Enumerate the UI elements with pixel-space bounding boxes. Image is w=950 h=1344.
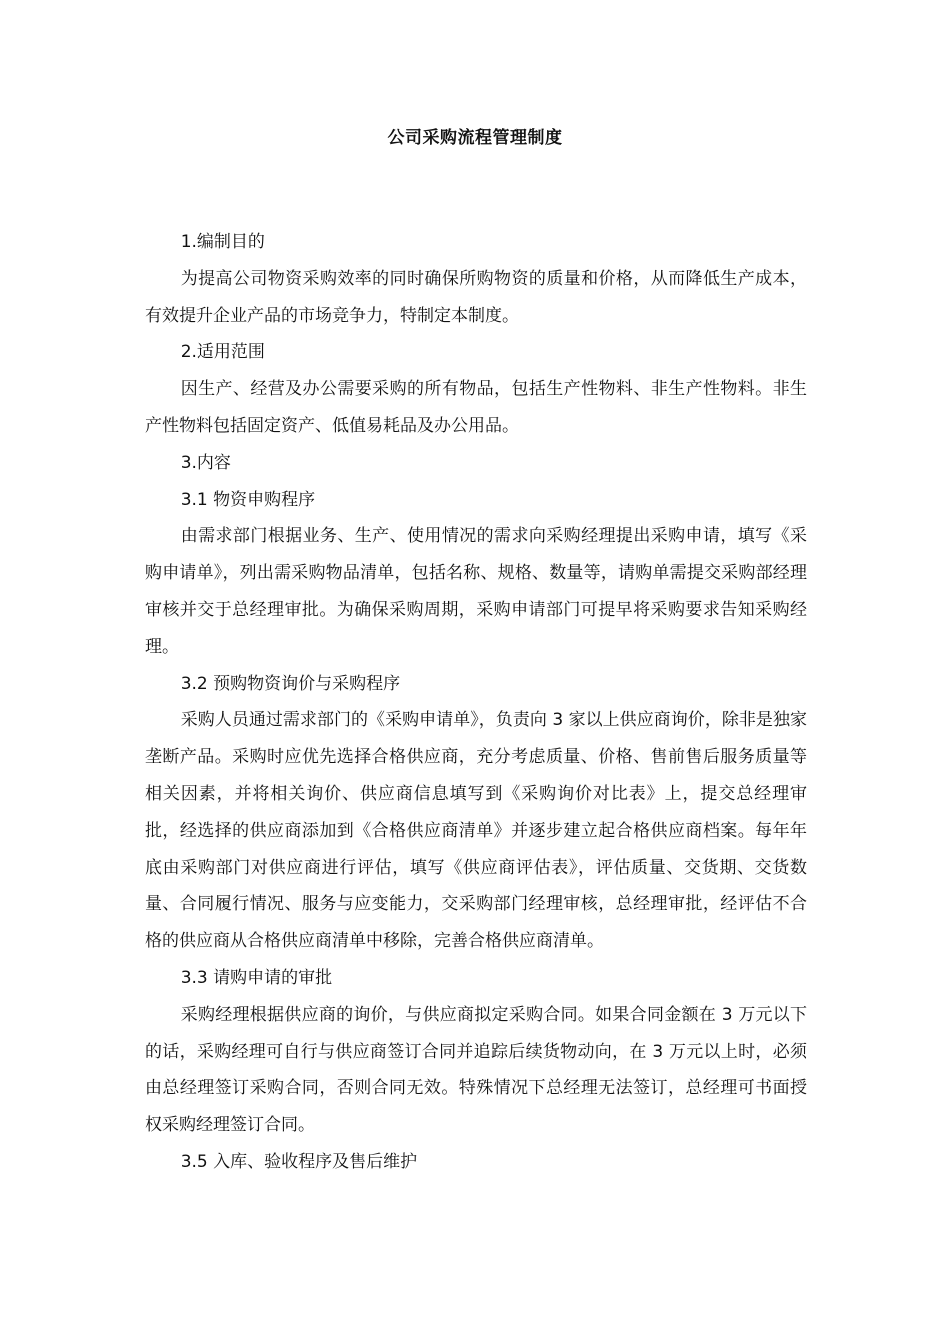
section-heading-3-5: 3.5 入库、验收程序及售后维护 [180, 1151, 418, 1172]
body-paragraph: 采购经理根据供应商的询价，与供应商拟定采购合同。如果合同金额在 3 万元以下的话，采购经理可自行与供应商签订合同并追踪后续货物动向，在 3 万元以上时，必须由总经理签订采购合同，否则合同无效。特殊情况下总经理无法签订，总经理可书面授权采购经理签订合同。 [145, 1004, 807, 1136]
section-heading-3-2: 3.2 预购物资询价与采购程序 [180, 673, 401, 694]
section-heading-3-1: 3.1 物资申购程序 [180, 489, 316, 510]
document-body [145, 224, 807, 1181]
body-paragraph: 为提高公司物资采购效率的同时确保所购物资的质量和价格，从而降低生产成本，有效提升企业产品的市场竞争力，特制定本制度。 [145, 268, 807, 326]
section-heading-content: 3.内容 [180, 452, 231, 473]
section-heading-3-3: 3.3 请购申请的审批 [180, 967, 333, 988]
section-heading-scope: 2.适用范围 [180, 342, 265, 363]
body-paragraph: 因生产、经营及办公需要采购的所有物品，包括生产性物料、非生产性物料。非生产性物料包括固定资产、低值易耗品及办公用品。 [145, 379, 807, 436]
body-paragraph: 由需求部门根据业务、生产、使用情况的需求向采购经理提出采购申请，填写《采购申请单》，列出需采购物品清单，包括名称、规格、数量等，请购单需提交采购部经理审核并交于总经理审批。为确保采购周期，采购申请部门可提早将采购要求告知采购经理。 [145, 526, 807, 657]
section-heading-purpose: 1.编制目的 [180, 232, 265, 252]
document-title: 公司采购流程管理制度 [387, 128, 563, 148]
body-paragraph: 采购人员通过需求部门的《采购申请单》，负责向 3 家以上供应商询价，除非是独家垄断产品。采购时应优先选择合格供应商，充分考虑质量、价格、售前售后服务质量等相关因素，并将相关询价、供应商信息填写到《采购询价对比表》上，提交总经理审批，经选择的供应商添加到《合格供应商清单》并逐步建立起合格供应商档案。每年年底由采购部门对供应商进行评估，填写《供应商评估表》，评估质量、交货期、交货数量、合同履行情况、服务与应变能力，交采购部门经理审核，总经理审批，经评估不合格的供应商从合格供应商清单中移除，完善合格供应商清单。 [145, 710, 807, 952]
